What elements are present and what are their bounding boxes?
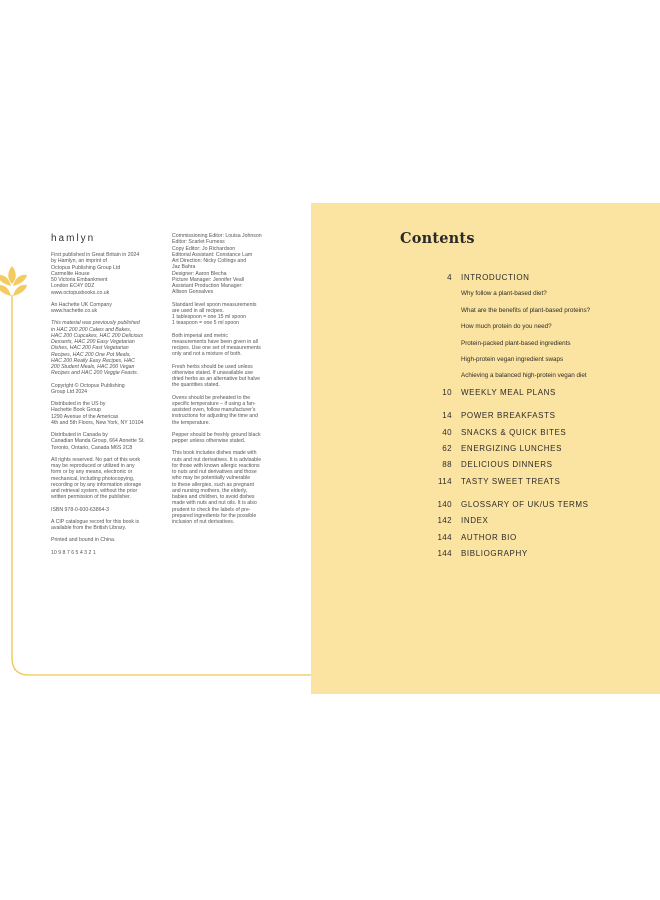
imprint-paragraph: This material was previously published in HAC 200 200 Cakes and Bakes, HAC 200 Cupcakes, HAC 200 Delicious Desserts, HAC 200 Easy Vegetarian Dishes, HAC 200 Fast Vegetarian Recipes, HAC 200 One Pot Meals, HAC 200 Really Easy Recipes, HAC 200 Student Meals, HAC 200 Vegan Recipes and HAC 200 Veggie Feasts. [51, 320, 143, 377]
toc-entry[interactable] [420, 533, 650, 549]
toc-label: ENERGIZING LUNCHES [461, 443, 563, 453]
toc-entry[interactable] [420, 388, 650, 404]
toc-label: POWER BREAKFASTS [461, 411, 556, 421]
toc-page-number: 62 [442, 443, 452, 453]
credits-paragraph: Commissioning Editor: Louisa Johnson Editor: Scarlet Furness Copy Editor: Jo Richardson Editorial Assistant: Constance Lam Art Direction: Nicky Collings and Jaz Bahra Designer: Aaron Blecha Picture Manager: Jennifer Veall Assistant Production Manager: Allison Gonsalves [172, 233, 262, 296]
toc-label: How much protein do you need? [461, 323, 552, 331]
toc-label: Protein-packed plant-based ingredients [461, 339, 571, 347]
imprint-paragraph: Copyright © Octopus Publishing Group Ltd 2024 [51, 382, 125, 395]
toc-label: BIBLIOGRAPHY [461, 549, 528, 559]
toc-label: AUTHOR BIO [461, 532, 517, 542]
table-of-contents [420, 273, 650, 566]
toc-entry[interactable] [420, 477, 650, 493]
credits-paragraph: Pepper should be freshly ground black pepper unless otherwise stated. [172, 431, 261, 444]
credits-paragraph: Standard level spoon measurements are used in all recipes. 1 tablespoon = one 15 ml spoon 1 teaspoon = one 5 ml spoon [172, 301, 257, 327]
toc-page-number: 88 [442, 460, 452, 470]
toc-label: TASTY SWEET TREATS [461, 476, 561, 486]
imprint-paragraph: A CIP catalogue record for this book is available from the British Library. [51, 518, 140, 531]
toc-page-number: 40 [442, 427, 452, 437]
toc-entry[interactable] [420, 444, 650, 460]
toc-page-number: 4 [447, 273, 452, 282]
imprint-paragraphs [51, 252, 169, 556]
contents-title: Contents [400, 230, 475, 247]
toc-label: Achieving a balanced high-protein vegan diet [461, 372, 587, 380]
toc-page-number: 10 [442, 387, 452, 397]
toc-page-number: 142 [437, 516, 452, 526]
toc-page-number: 14 [442, 411, 452, 421]
imprint-paragraph: All rights reserved. No part of this work may be reproduced or utilized in any form or by any means, electronic or mechanical, including photocopying, recording or by any information storage and retrieval system, without the prior written permission of the publisher. [51, 456, 142, 501]
toc-entry[interactable] [420, 549, 650, 565]
toc-spacer [420, 404, 650, 411]
imprint-paragraph: Distributed in the US by Hachette Book Group 1290 Avenue of the Americas 4th and 5th Floors, New York, NY 10104 [51, 401, 144, 426]
toc-label: High-protein vegan ingredient swaps [461, 355, 564, 363]
imprint-paragraph: Distributed in Canada by Canadian Manda Group, 664 Annette St. Toronto, Ontario, Canada M6S 2C8 [51, 432, 145, 451]
toc-page-number: 114 [438, 476, 452, 486]
credits-column [172, 233, 302, 531]
toc-entry[interactable] [420, 428, 650, 444]
credits-paragraph: Both imperial and metric measurements have been given in all recipes. Use one set of measurements only and not a mixture of both. [172, 332, 261, 358]
toc-page-number: 140 [437, 500, 452, 510]
imprint-paragraph: Printed and bound in China. [51, 537, 116, 544]
toc-label: DELICIOUS DINNERS [461, 460, 553, 470]
toc-label: INDEX [461, 516, 489, 526]
toc-label: SNACKS & QUICK BITES [461, 427, 567, 437]
leaf-sprig-icon [0, 266, 27, 296]
imprint-paragraph: 10 9 8 7 6 5 4 3 2 1 [51, 549, 96, 556]
toc-entry[interactable] [420, 411, 650, 427]
toc-subentry[interactable] [420, 306, 650, 322]
toc-label: INTRODUCTION [461, 273, 530, 282]
toc-label: WEEKLY MEAL PLANS [461, 387, 556, 397]
toc-spacer [420, 493, 650, 500]
imprint-paragraph: First published in Great Britain in 2024 by Hamlyn, an imprint of Octopus Publishing Group Ltd Carmelite House 50 Victoria Embankment London EC4Y 0DZ www.octopusbooks.co.uk [51, 252, 140, 296]
toc-entry[interactable] [420, 516, 650, 532]
toc-page-number: 144 [437, 549, 452, 559]
toc-subentry[interactable] [420, 355, 650, 371]
imprint-paragraph: ISBN 978-0-600-63864-3 [51, 506, 109, 513]
toc-label: Why follow a plant-based diet? [461, 290, 547, 298]
publisher-logo: hamlyn [51, 233, 96, 244]
toc-page-number: 144 [437, 532, 452, 542]
imprint-column [51, 233, 169, 562]
imprint-paragraph: An Hachette UK Company www.hachette.co.uk [51, 301, 112, 314]
toc-label: What are the benefits of plant-based proteins? [461, 306, 591, 314]
toc-subentry[interactable] [420, 289, 650, 305]
credits-paragraph: This book includes dishes made with nuts and nut derivatives. It is advisable for those with known allergic reactions to nuts and nut derivatives and those who may be potentially vulnerable to these allergies, such as pregnant and nursing mothers, the elderly, babies and children, to avoid dishes made with nuts and nut oils. It is also prudent to check the labels of pre- prepared ingredients for the possible inclusion of nut derivatives. [172, 450, 262, 525]
toc-label: GLOSSARY OF UK/US TERMS [461, 500, 589, 510]
credits-paragraph: Fresh herbs should be used unless otherwise stated. If unavailable use dried herbs as an alternative but halve the quantities stated. [172, 363, 260, 389]
toc-entry[interactable] [420, 460, 650, 476]
toc-subentry[interactable] [420, 322, 650, 338]
toc-entry[interactable] [420, 500, 650, 516]
toc-entry[interactable] [420, 273, 650, 289]
toc-subentry[interactable] [420, 339, 650, 355]
credits-paragraph: Ovens should be preheated to the specific temperature – if using a fan- assisted oven, follow manufacturer's instructions for adjusting the time and the temperature. [172, 394, 258, 426]
toc-subentry[interactable] [420, 371, 650, 387]
